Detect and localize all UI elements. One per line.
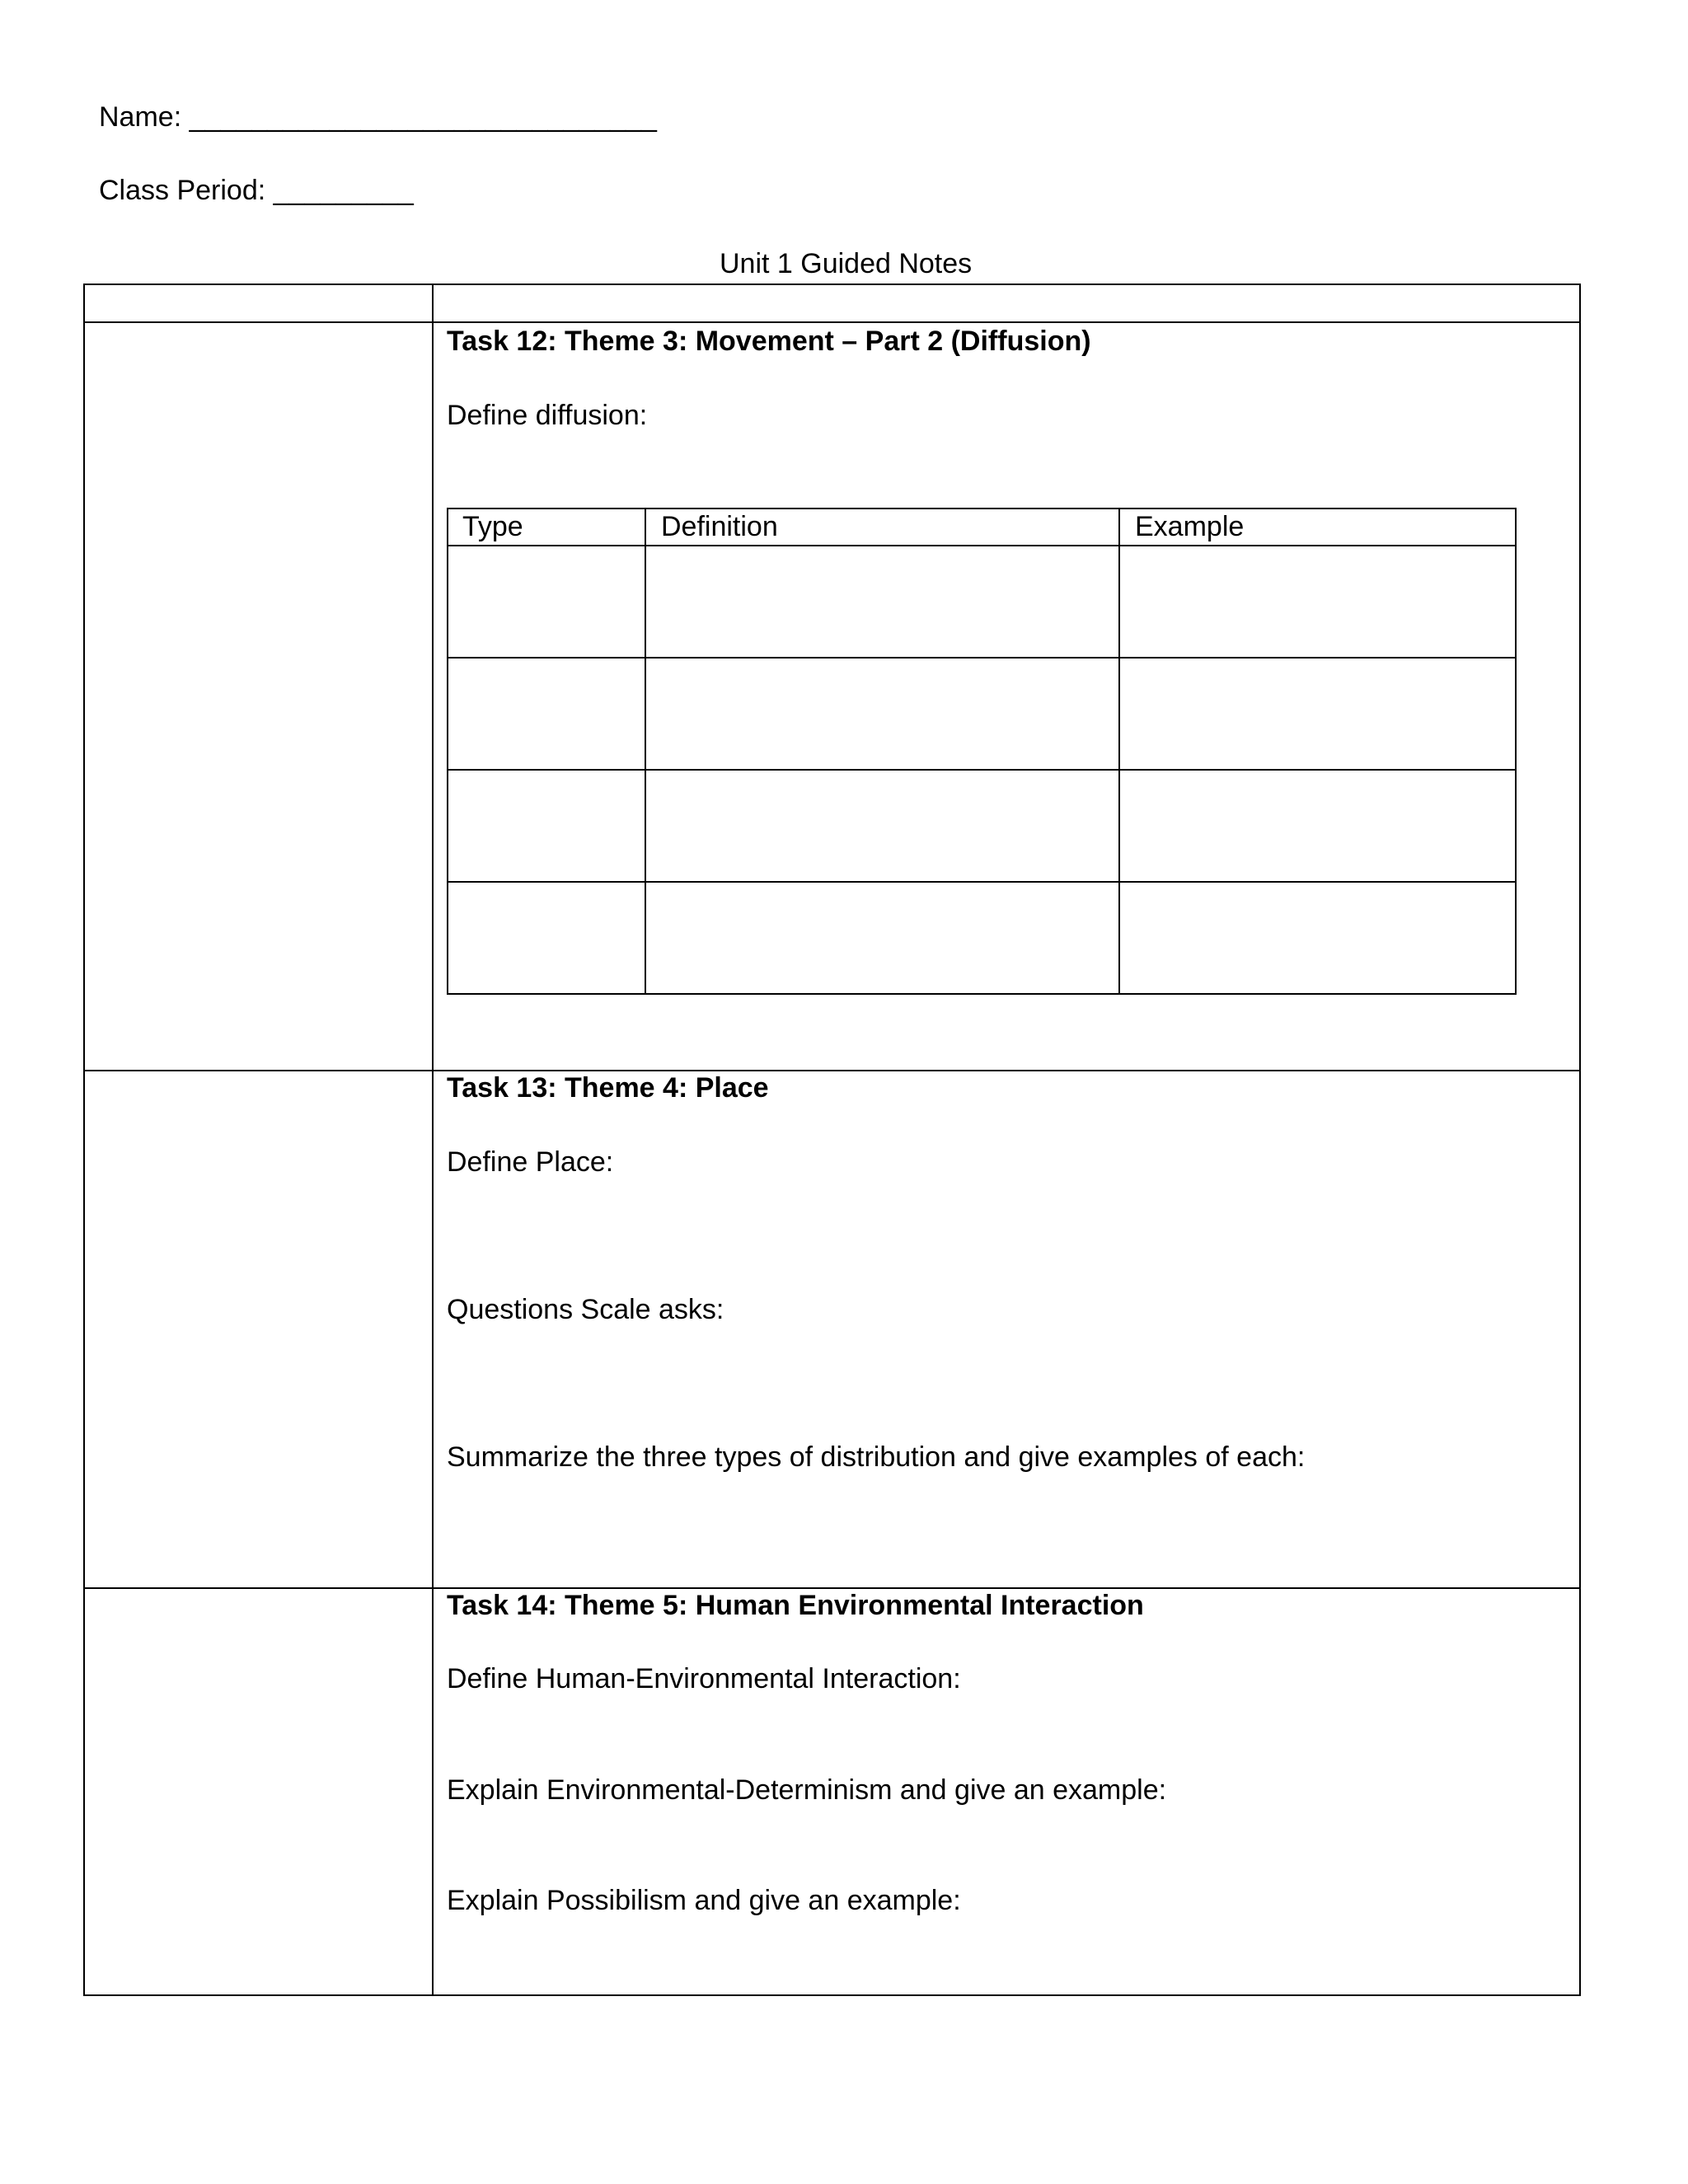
diffusion-table-border-left	[447, 508, 448, 995]
task-12-prompt: Define diffusion:	[447, 400, 648, 431]
task-13-title: Task 13: Theme 4: Place	[447, 1072, 769, 1104]
diffusion-table-border-top	[447, 508, 1517, 509]
name-field[interactable]: Name: ______________________________	[99, 101, 657, 133]
class-period-field[interactable]: Class Period: _________	[99, 175, 414, 206]
table-divider	[83, 321, 1581, 323]
task-12-title: Task 12: Theme 3: Movement – Part 2 (Diffusion)	[447, 326, 1091, 357]
column-header-definition: Definition	[661, 511, 778, 542]
column-header-type: Type	[462, 511, 523, 542]
task-14-prompt-definition: Define Human-Environmental Interaction:	[447, 1663, 961, 1694]
diffusion-table-divider	[447, 545, 1517, 546]
task-14-prompt-determinism: Explain Environmental-Determinism and give an example:	[447, 1774, 1167, 1806]
task-13-prompt-scale: Questions Scale asks:	[447, 1294, 724, 1325]
table-column-divider	[432, 284, 434, 1996]
diffusion-table-column-divider	[645, 508, 646, 995]
table-divider	[83, 1070, 1581, 1071]
page-title: Unit 1 Guided Notes	[720, 248, 973, 279]
diffusion-table-border-bottom	[447, 993, 1517, 995]
task-14-title: Task 14: Theme 5: Human Environmental Interaction	[447, 1590, 1144, 1621]
column-header-example: Example	[1135, 511, 1245, 542]
task-13-prompt-distribution: Summarize the three types of distribution and give examples of each:	[447, 1441, 1306, 1473]
diffusion-table-column-divider	[1118, 508, 1120, 995]
table-border-left	[83, 284, 85, 1996]
task-14-prompt-possibilism: Explain Possibilism and give an example:	[447, 1885, 961, 1916]
diffusion-table-divider	[447, 769, 1517, 771]
table-border-right	[1579, 284, 1581, 1996]
table-border-top	[83, 284, 1581, 285]
task-13-prompt-place: Define Place:	[447, 1146, 614, 1178]
diffusion-table-border-right	[1515, 508, 1517, 995]
diffusion-table-divider	[447, 657, 1517, 658]
diffusion-table-divider	[447, 881, 1517, 883]
table-border-bottom	[83, 1994, 1581, 1996]
